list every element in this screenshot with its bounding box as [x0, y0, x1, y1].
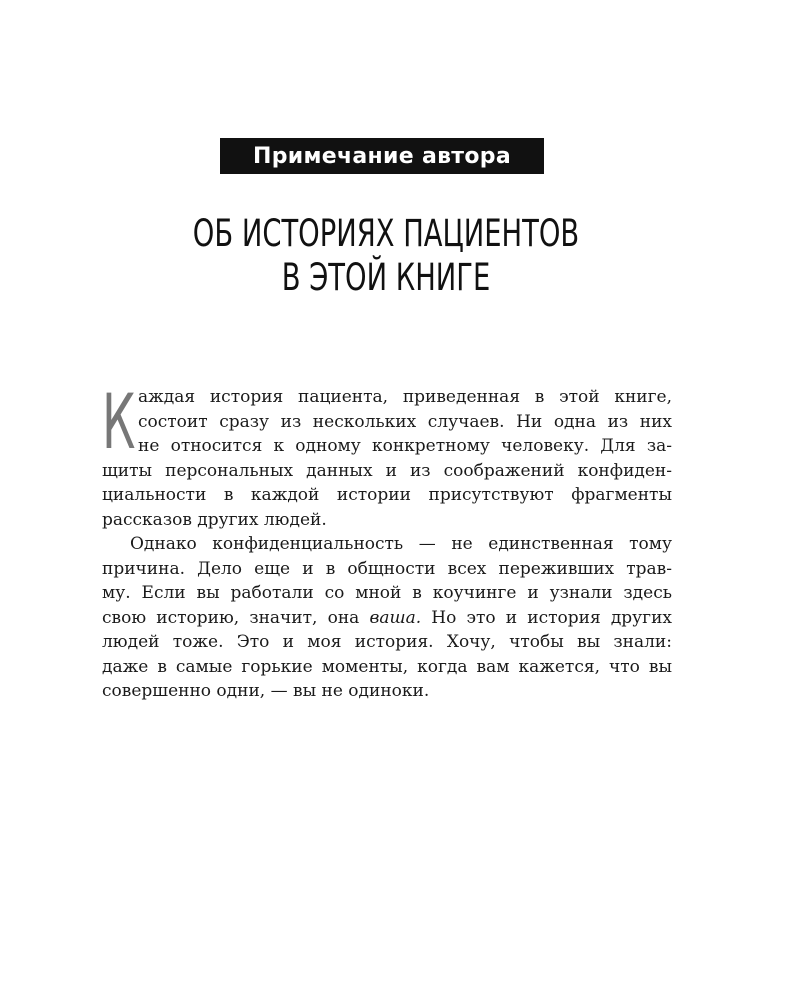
text-line: совершенно одни, — вы не одиноки.: [102, 681, 430, 701]
text-line: причина. Дело еще и в общности всех переживших трав-: [102, 558, 672, 579]
section-label: Примечание автора: [253, 143, 511, 169]
paragraph-1: [102, 377, 672, 532]
italic-word: ваша.: [369, 607, 422, 628]
text-line: щиты персональных данных и из соображений конфиден-: [102, 460, 672, 481]
section-label-box: [220, 138, 544, 174]
text-line: рассказов других людей.: [102, 509, 327, 530]
text-line: состоит сразу из нескольких случаев. Ни одна из них: [138, 411, 672, 432]
text-line: аждая история пациента, приведенная в этой книге,: [138, 387, 672, 407]
text-line: циальности в каждой истории присутствуют фрагменты: [102, 485, 672, 505]
text-segment: свою историю, значит, она: [102, 607, 370, 628]
text-line: не относится к одному конкретному человеку. Для за-: [138, 436, 672, 456]
text-line: людей тоже. Это и моя история. Хочу, чтобы вы знали:: [102, 632, 672, 652]
chapter-title: [174, 212, 597, 300]
text-line-with-italic: [102, 606, 672, 631]
text-line: Однако конфиденциальность — не единственная тому: [130, 534, 672, 554]
text-line: му. Если вы работали со мной в коучинге и узнали здесь: [102, 583, 672, 603]
paragraph-2: [102, 532, 672, 704]
text-segment: Но это и история других: [421, 607, 672, 628]
text-line: даже в самые горькие моменты, когда вам кажется, что вы: [102, 656, 672, 677]
body-text: [102, 377, 672, 704]
chapter-title-line-2: В ЭТОЙ КНИГЕ: [281, 256, 491, 299]
drop-cap: К: [102, 377, 136, 466]
chapter-title-line-1: ОБ ИСТОРИЯХ ПАЦИЕНТОВ: [192, 212, 580, 255]
